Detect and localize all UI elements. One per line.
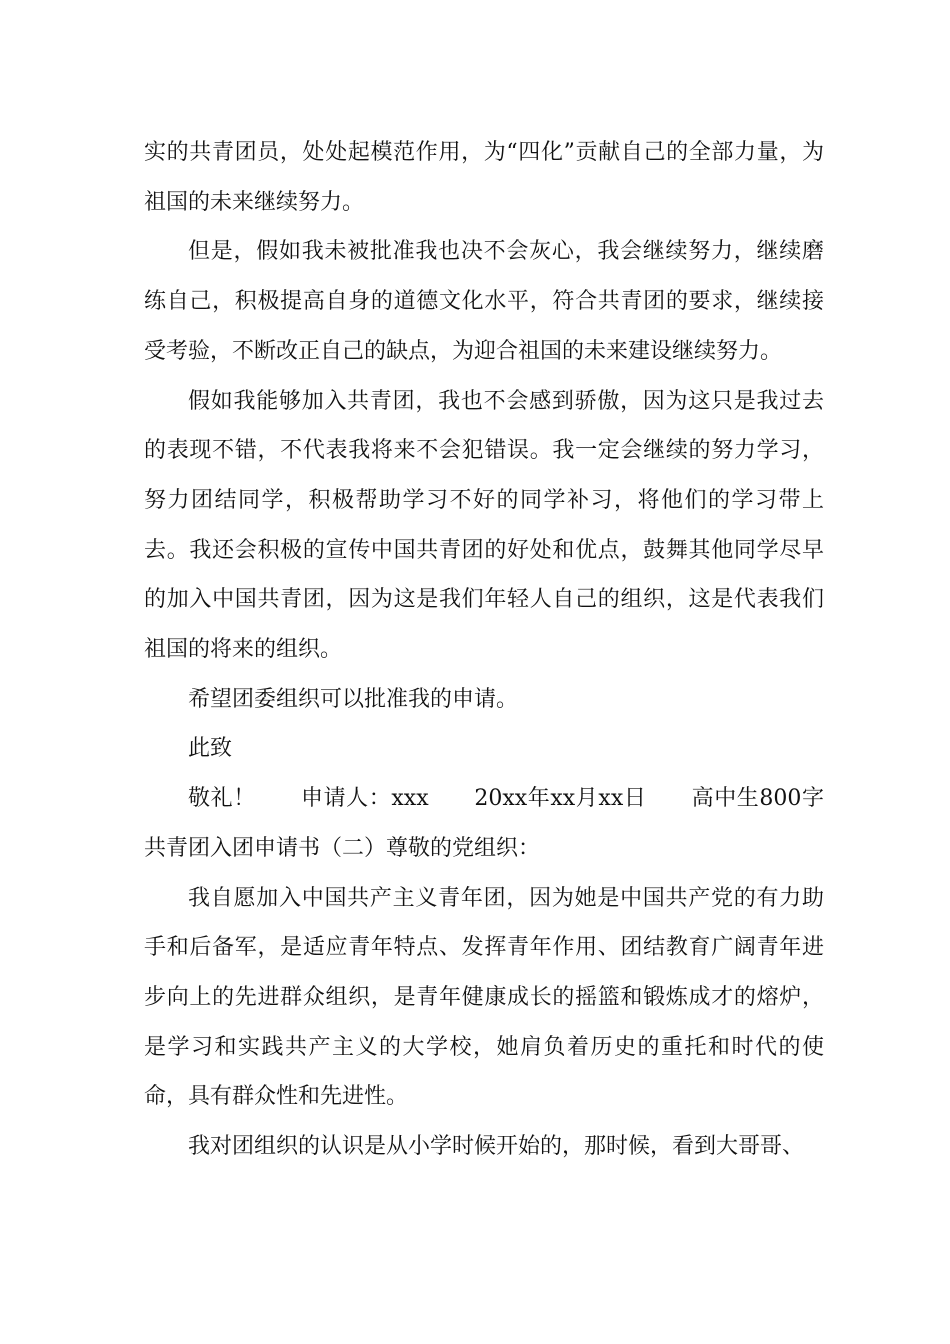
paragraph-4: 希望团委组织可以批准我的申请。 — [188, 686, 519, 712]
paragraph-5: 此致 — [188, 736, 233, 762]
paragraph-2: 但是，假如我未被批准我也决不会灰心，我会继续努力，继续磨练自己，积极提高自身的道德文化水平，符合共青团的要求，继续接受考验，不断改正自己的缺点，为迎合祖国的未来建设继续努力。 — [144, 239, 824, 364]
document-body — [144, 128, 824, 1172]
paragraph-1: 实的共青团员，处处起模范作用，为“四化”贡献自己的全部力量，为祖国的未来继续努力。 — [144, 140, 824, 215]
paragraph-7: 我自愿加入中国共产主义青年团，因为她是中国共产党的有力助手和后备军，是适应青年特点、发挥青年作用、团结教育广阔青年进步向上的先进群众组织，是青年健康成长的摇篮和锻炼成才的熔炉，是学习和实践共产主义的大学校，她肩负着历史的重托和时代的使命，具有群众性和先进性。 — [144, 885, 824, 1110]
paragraph-6: 敬礼！ 申请人：xxx 20xx年xx月xx日 高中生800字共青团入团申请书（二）尊敬的党组织： — [144, 786, 824, 861]
paragraph-8: 我对团组织的认识是从小学时候开始的，那时候，看到大哥哥、 — [188, 1134, 805, 1160]
paragraph-3: 假如我能够加入共青团，我也不会感到骄傲，因为这只是我过去的表现不错，不代表我将来不会犯错误。我一定会继续的努力学习，努力团结同学，积极帮助学习不好的同学补习，将他们的学习带上去。我还会积极的宣传中国共青团的好处和优点，鼓舞其他同学尽早的加入中国共青团，因为这是我们年轻人自己的组织，这是代表我们祖国的将来的组织。 — [144, 388, 824, 663]
